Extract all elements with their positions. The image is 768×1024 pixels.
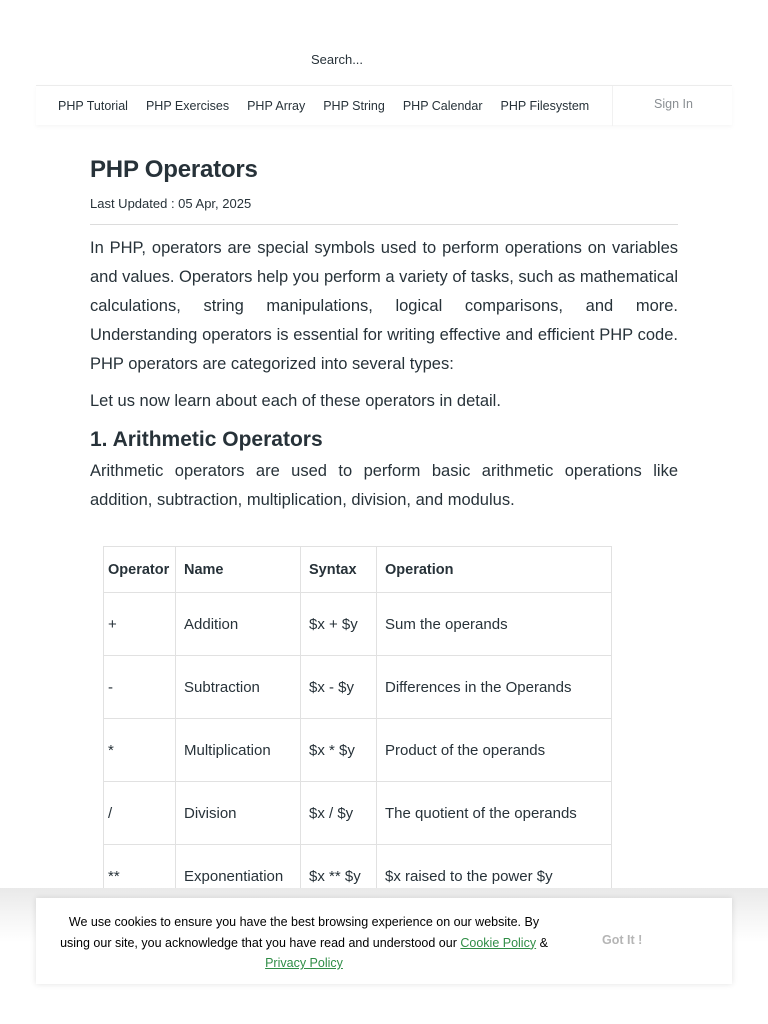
cookie-banner (36, 898, 732, 984)
top-nav (36, 85, 732, 125)
table-cell: / (104, 782, 176, 845)
arithmetic-operators-table (103, 546, 612, 908)
table-cell: - (104, 656, 176, 719)
sign-in-button[interactable]: Sign In (654, 97, 693, 111)
table-cell: $x ** $y (301, 845, 377, 908)
nav-item-php-string[interactable]: PHP String (323, 99, 385, 113)
table-cell: $x raised to the power $y (377, 845, 612, 908)
privacy-policy-link[interactable]: Privacy Policy (265, 956, 343, 970)
nav-items (58, 86, 589, 126)
table-cell: Sum the operands (377, 593, 612, 656)
table-header: Operator (104, 547, 176, 593)
nav-item-php-tutorial[interactable]: PHP Tutorial (58, 99, 128, 113)
table-row (104, 719, 612, 782)
table-cell: $x * $y (301, 719, 377, 782)
table-header: Name (176, 547, 301, 593)
lead-paragraph: Let us now learn about each of these operators in detail. (90, 392, 501, 410)
article (90, 150, 678, 515)
page-title: PHP Operators (90, 156, 258, 183)
table-cell: + (104, 593, 176, 656)
cookie-message (54, 912, 554, 974)
nav-divider (612, 86, 613, 126)
table-header: Syntax (301, 547, 377, 593)
table-cell: Multiplication (176, 719, 301, 782)
table-cell: The quotient of the operands (377, 782, 612, 845)
section-heading-arithmetic: 1. Arithmetic Operators (90, 428, 323, 451)
cookie-policy-link[interactable]: Cookie Policy (460, 935, 537, 950)
search-bar[interactable] (36, 36, 732, 84)
search-input[interactable]: Search... (311, 52, 364, 67)
table-row (104, 593, 612, 656)
table-row (104, 656, 612, 719)
table-cell: * (104, 719, 176, 782)
intro-paragraph: In PHP, operators are special symbols used to perform operations on variables and values. Operators help you perform a variety of tasks, such as mathematical calculations, string manipulations, logical comparisons, and more. Understanding operators is essential for writing effective and efficient PHP code. PHP operators are categorized into several types: (90, 239, 678, 373)
got-it-button[interactable]: Got It ! (602, 933, 643, 947)
nav-item-php-calendar[interactable]: PHP Calendar (402, 99, 483, 113)
table-cell: Addition (176, 593, 301, 656)
last-updated: Last Updated : 05 Apr, 2025 (90, 196, 252, 211)
title-divider (90, 224, 678, 225)
table-cell: $x - $y (301, 656, 377, 719)
table-header-row (104, 547, 612, 593)
table-cell: Division (176, 782, 301, 845)
table-cell: Subtraction (176, 656, 301, 719)
cookie-text: We use cookies to ensure you have the best browsing experience on our website. By using our site, you acknowledge that you have read and understood our (60, 915, 540, 950)
table-cell: $x / $y (301, 782, 377, 845)
cookie-ampersand: & (539, 935, 548, 950)
nav-item-php-filesystem[interactable]: PHP Filesystem (500, 99, 590, 113)
nav-item-php-array[interactable]: PHP Array (247, 99, 306, 113)
table-cell: Differences in the Operands (377, 656, 612, 719)
table-cell: $x + $y (301, 593, 377, 656)
table-header: Operation (377, 547, 612, 593)
table-cell: Product of the operands (377, 719, 612, 782)
nav-item-php-exercises[interactable]: PHP Exercises (145, 99, 230, 113)
table-row (104, 782, 612, 845)
section-paragraph-arithmetic: Arithmetic operators are used to perform basic arithmetic operations like addition, subtraction, multiplication, division, and modulus. (90, 462, 678, 509)
table-cell: ** (104, 845, 176, 908)
table-cell: Exponentiation (176, 845, 301, 908)
